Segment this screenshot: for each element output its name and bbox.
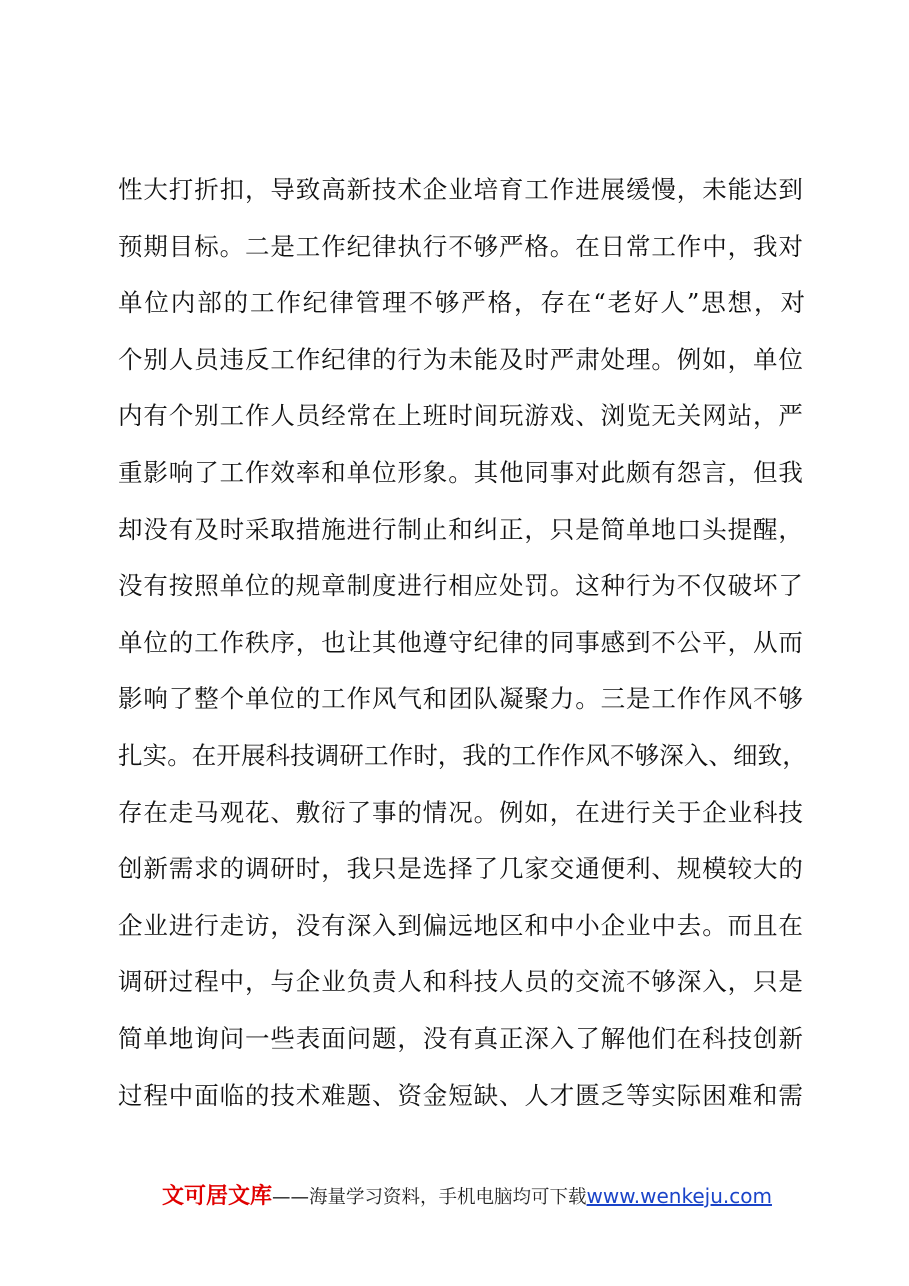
- text-line: 预期目标。二是工作纪律执行不够严格。在日常工作中，我对: [118, 231, 804, 261]
- footer-website-link[interactable]: www.wenkeju.com: [586, 1184, 772, 1208]
- text-line: 性大打折扣，导致高新技术企业培育工作进展缓慢，未能达到: [118, 175, 804, 204]
- body-text: [118, 162, 807, 1124]
- footer-brand: 文可居文库: [162, 1184, 273, 1209]
- text-line: 重影响了工作效率和单位形象。其他同事对此颇有怨言，但我: [118, 457, 804, 487]
- page-footer: [162, 1182, 772, 1212]
- text-line: 影响了整个单位的工作风气和团队凝聚力。三是工作作风不够: [118, 684, 804, 714]
- text-line: 没有按照单位的规章制度进行相应处罚。这种行为不仅破坏了: [118, 571, 804, 601]
- text-line: 却没有及时采取措施进行制止和纠正，只是简单地口头提醒，: [118, 514, 804, 544]
- text-line: 单位的工作秩序，也让其他遵守纪律的同事感到不公平，从而: [118, 627, 804, 657]
- text-line: 创新需求的调研时，我只是选择了几家交通便利、规模较大的: [118, 854, 804, 884]
- text-line: 企业进行走访，没有深入到偏远地区和中小企业中去。而且在: [118, 910, 804, 940]
- text-line: 存在走马观花、敷衍了事的情况。例如，在进行关于企业科技: [118, 797, 804, 827]
- text-line: 内有个别工作人员经常在上班时间玩游戏、浏览无关网站，严: [118, 401, 804, 431]
- text-line: 个别人员违反工作纪律的行为未能及时严肃处理。例如，单位: [118, 344, 804, 374]
- text-line: 过程中面临的技术难题、资金短缺、人才匮乏等实际困难和需: [118, 1080, 804, 1110]
- text-line: 单位内部的工作纪律管理不够严格，存在“老好人”思想，对: [118, 288, 807, 318]
- text-line: 调研过程中，与企业负责人和科技人员的交流不够深入，只是: [118, 967, 804, 997]
- text-line: 扎实。在开展科技调研工作时，我的工作作风不够深入、细致，: [118, 740, 807, 770]
- footer-slogan: ——海量学习资料，手机电脑均可下载: [272, 1187, 587, 1208]
- text-line: 简单地询问一些表面问题，没有真正深入了解他们在科技创新: [118, 1023, 804, 1053]
